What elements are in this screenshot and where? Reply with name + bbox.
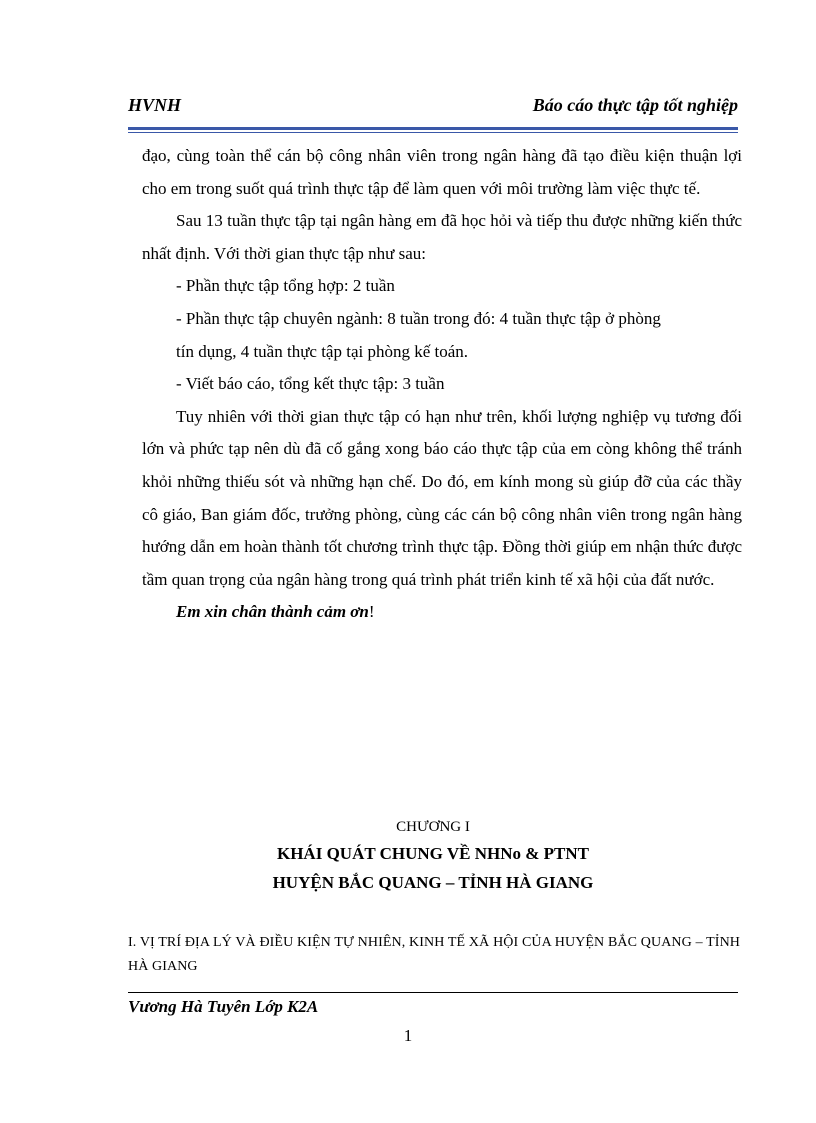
footer-author: Vương Hà Tuyên Lớp K2A — [128, 997, 319, 1016]
chapter-number: CHƯƠNG I — [396, 819, 470, 835]
chapter-heading — [128, 815, 738, 897]
list-item: tín dụng, 4 tuần thực tập tại phòng kế toán. — [176, 341, 469, 361]
page-number: 1 — [403, 1026, 413, 1045]
chapter-title-line-1: KHÁI QUÁT CHUNG VỀ NHNo & PTNT — [276, 844, 589, 863]
header-left-title: HVNH — [128, 95, 182, 115]
header-rule-thick — [128, 127, 738, 130]
chapter-title-line-2: HUYỆN BẮC QUANG – TỈNH HÀ GIANG — [272, 873, 594, 892]
footer-rule — [128, 992, 738, 993]
thanks-punct: ! — [368, 602, 375, 622]
section-heading: I. VỊ TRÍ ĐỊA LÝ VÀ ĐIỀU KIỆN TỰ NHIÊN, KINH TẾ XÃ HỘI CỦA HUYỆN BẮC QUANG – TỈNH HÀ GIANG — [128, 935, 740, 974]
body-text — [142, 140, 742, 629]
thanks-text: Em xin chân thành cảm ơn — [176, 602, 369, 622]
paragraph-1: đạo, cùng toàn thể cán bộ công nhân viên trong ngân hàng đã tạo điều kiện thuận lợi cho em trong suốt quá trình thực tập để làm quen với môi trường làm việc thực tế. — [142, 146, 742, 198]
list-item: - Viết báo cáo, tổng kết thực tập: 3 tuần — [176, 374, 445, 394]
header-right-title: Báo cáo thực tập tốt nghiệp — [532, 95, 738, 115]
paragraph-3: Tuy nhiên với thời gian thực tập có hạn như trên, khối lượng nghiệp vụ tương đối lớn và phức tạp nên dù đã cố gắng xong báo cáo thực tập của em còng không thể tránh khỏi những thiếu sót và những hạn chế. Do đó, em kính mong sù giúp đỡ của các thầy cô giáo, Ban giám đốc, trưởng phòng, cùng các cán bộ công nhân viên trong ngân hàng hướng dẫn em hoàn thành tốt chương trình thực tập. Đồng thời giúp em nhận thức được tầm quan trọng của ngân hàng trong quá trình phát triển kinh tế xã hội của đất nước. — [142, 406, 742, 589]
list-item: - Phần thực tập tổng hợp: 2 tuần — [176, 276, 395, 296]
list-item: - Phần thực tập chuyên ngành: 8 tuần trong đó: 4 tuần thực tập ở phòng — [176, 308, 661, 328]
thanks-line — [142, 596, 742, 629]
header-rule-thin — [128, 132, 738, 133]
paragraph-2: Sau 13 tuần thực tập tại ngân hàng em đã học hỏi và tiếp thu được những kiến thức nhất định. Với thời gian thực tập như sau: — [142, 211, 742, 263]
